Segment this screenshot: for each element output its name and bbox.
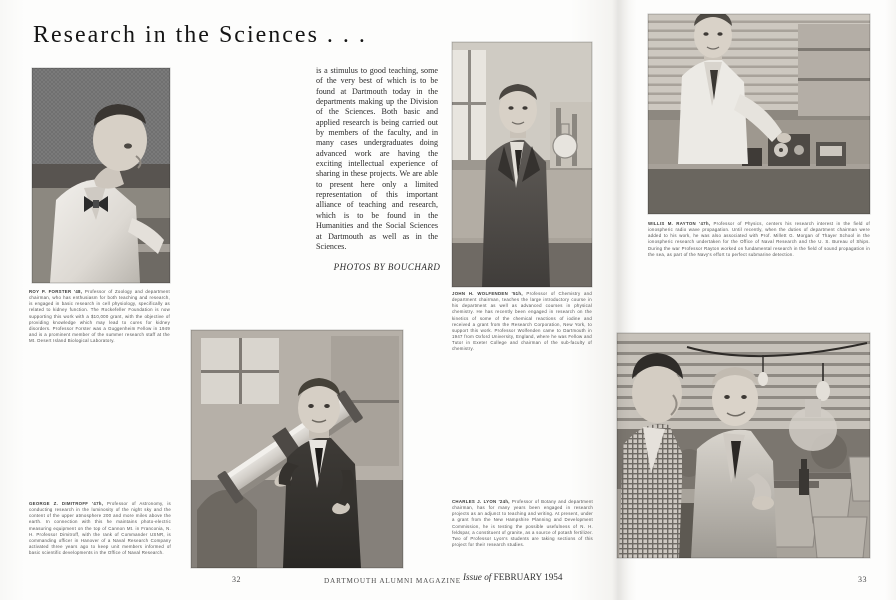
caption-rayton-text: Professor of Physics, centers his research interest in the field of ionospheric radio wave propagation. Until recently, when the duties of department chairman were added to his work, he was also associated with Prof. Millett G. Morgan of Thayer School in the ionospheric research undertaken for the Office of Naval Research and the U. S. Bureau of Ships. During the war Professor Rayton worked on fundamental research in the field of sound propagation in the sea, as part of the Navy's effort to perfect submarine detection. — [648, 221, 870, 257]
caption-lyon-name: CHARLES J. LYON '24h, — [452, 499, 510, 504]
caption-wolfenden — [452, 291, 592, 353]
caption-wolfenden-text: Professor of Chemistry and department chairman, teaches the large introductory course in his department as well as advanced courses in physical chemistry. He has recently been engaged in research on the kinetics of some of the chemical reactions of iodine and received a grant from the Research Corporation, New York, to support this work. Professor Wolfenden came to Dartmouth in 1947 from Oxford University, England, where he was Fellow and Tutor in Exeter College and chairman of the sub-faculty of chemistry. — [452, 291, 593, 352]
photo-lyon-image — [617, 333, 870, 558]
caption-rayton-name: WILLIS M. RAYTON '47h, — [648, 221, 711, 226]
caption-lyon — [452, 499, 593, 548]
photo-wolfenden — [452, 42, 592, 287]
photo-credit: PHOTOS BY BOUCHARD — [333, 262, 441, 272]
caption-rayton — [648, 221, 870, 258]
caption-dimitroff — [29, 501, 171, 556]
issue-of: of — [484, 572, 492, 582]
issue-month: FEBRUARY — [493, 572, 542, 582]
photo-rayton-image — [648, 14, 870, 214]
page-title: Research in the Sciences . . . — [33, 22, 367, 48]
photo-lyon — [617, 333, 870, 558]
issue-line — [463, 572, 562, 582]
photo-wolfenden-image — [452, 42, 592, 287]
caption-forster-name: ROY P. FORSTER '48, — [29, 289, 83, 294]
photo-forster — [32, 68, 170, 283]
photo-dimitroff — [191, 330, 403, 568]
photo-rayton — [648, 14, 870, 214]
folio-left: 32 — [232, 575, 241, 584]
issue-prefix: Issue — [463, 572, 482, 582]
caption-dimitroff-name: GEORGE Z. DIMITROFF '47h, — [29, 501, 104, 506]
photo-forster-image — [32, 68, 170, 283]
lede-paragraph: is a stimulus to good teaching, some of the very best of which is to be found at Dartmouth today in the departments making up the Division of the Sciences. Both basic and applied research is being carried out by members of the faculty, and in many cases undergraduates doing advanced work are having the exciting intellectual experience of sharing in these projects. We are able to present here only a limited representation of this important alliance of teaching and research, which is to be found in the Humanities and the Social Sciences at Dartmouth as well as in the Sciences. — [316, 66, 438, 251]
caption-wolfenden-name: JOHN H. WOLFENDEN '51h, — [452, 291, 523, 296]
photo-dimitroff-image — [191, 330, 403, 568]
issue-year: 1954 — [544, 572, 563, 582]
caption-forster-text: Professor of Zoology and department chairman, who has enthusiasm for both teaching and research, is engaged in basic research in cell physiology, specifically as related to kidney function. The Rockefeller Foundation is now supporting this work with a $10,000 grant, with the objective of providing knowledge which may lead to cures for kidney disorders. Professor Forster was a Guggenheim Fellow in 1949 and is a prominent member of the summer research staff at the Mt. Desert Island Biological Laboratory. — [29, 289, 170, 344]
caption-forster — [29, 289, 170, 344]
running-head: DARTMOUTH ALUMNI MAGAZINE — [324, 577, 462, 585]
caption-dimitroff-text: Professor of Astronomy, is conducting research in the luminosity of the night sky and the content of the upper atmosphere 200 and more miles above the earth. In connection with this he maintains photo-electric measuring equipment on the top of Cannon Mt. in Franconia, N. H. Professor Dimitroff, with the rank of Commander USNR, is commanding officer in Hanover of a Naval Research Company activated three years ago to keep unit members informed of basic scientific developments in the Office of Naval Research. — [29, 501, 171, 556]
folio-right: 33 — [858, 575, 867, 584]
caption-lyon-text: Professor of Botany and department chairman, has for many years been engaged in research projects as an adjunct to teaching and writing. At present, under a grant from the New Hampshire Planning and Development Commission, he is testing the possible usefulness of N. H. feldspar, a constituent of granite, as a source of potash fertilizer. Two of Professor Lyon's students are taking sections of this project for their research studies. — [452, 499, 593, 548]
